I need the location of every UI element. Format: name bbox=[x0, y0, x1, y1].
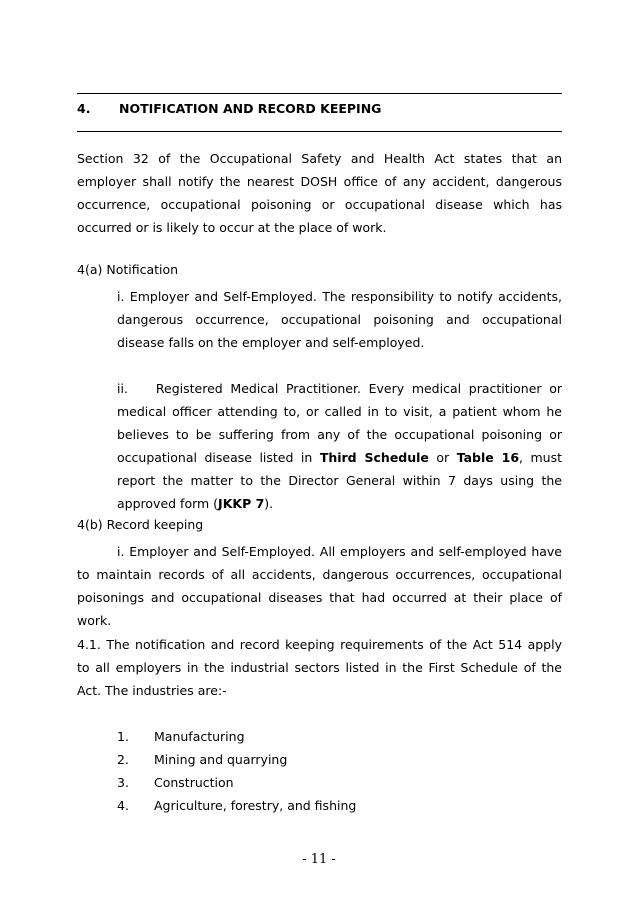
list-item bbox=[117, 752, 288, 767]
list-item-number: 3. bbox=[117, 775, 129, 790]
list-item-label: Mining and quarrying bbox=[154, 752, 288, 767]
list-item-number: 2. bbox=[117, 752, 129, 767]
intro-paragraph: Section 32 of the Occupational Safety and Health Act states that an employer shall notify the nearest DOSH office of any accident, dangerous occurrence, occupational poisoning or occupational disease which has occurred or is likely to occur at the place of work. bbox=[77, 151, 562, 235]
record-keeping-heading: 4(b) Record keeping bbox=[77, 517, 204, 532]
list-item-number: 4. bbox=[117, 798, 129, 813]
item-ii-text: Registered Medical Practitioner. Every medical practitioner or medical officer attending to, or called in to visit, a patient whom he believes to be suffering from any of the occupational poisoning or occupational disease listed in bbox=[117, 381, 562, 465]
top-rule bbox=[77, 93, 562, 94]
section-number: 4. bbox=[77, 101, 91, 116]
notification-heading: 4(a) Notification bbox=[77, 262, 179, 277]
list-item-label: Construction bbox=[154, 775, 234, 790]
item-ii-number: ii. bbox=[117, 381, 128, 396]
list-item bbox=[117, 775, 234, 790]
bottom-rule bbox=[77, 131, 562, 132]
item-ii-text-after: , must report the matter to the Director General within 7 days using the approved form ( bbox=[117, 450, 562, 511]
list-item-number: 1. bbox=[117, 729, 129, 744]
section-4-1-paragraph: 4.1. The notification and record keeping requirements of the Act 514 apply to all employers in the industrial sectors listed in the First Schedule of the Act. The industries are:- bbox=[77, 637, 562, 698]
list-item-label: Manufacturing bbox=[154, 729, 245, 744]
notification-item-ii bbox=[117, 377, 562, 515]
item-ii-end: ). bbox=[264, 496, 274, 511]
list-item bbox=[117, 729, 245, 744]
record-keeping-item-i: i. Employer and Self-Employed. All employers and self-employed have to maintain records of all accidents, dangerous occurrences, occupational poisonings and occupational diseases that had occurred at their place of work. bbox=[77, 544, 562, 628]
table-16-ref: Table 16 bbox=[456, 450, 520, 465]
section-title: NOTIFICATION AND RECORD KEEPING bbox=[119, 101, 382, 116]
item-ii-or: or bbox=[428, 450, 457, 465]
notification-item-i: i. Employer and Self-Employed. The responsibility to notify accidents, dangerous occurrence, occupational poisoning and occupational disease falls on the employer and self-employed. bbox=[117, 289, 562, 350]
third-schedule-ref: Third Schedule bbox=[319, 450, 429, 465]
list-item-label: Agriculture, forestry, and fishing bbox=[154, 798, 357, 813]
list-item bbox=[117, 798, 357, 813]
jkkp-7-ref: JKKP 7 bbox=[218, 496, 265, 511]
page-number: - 11 - bbox=[302, 852, 336, 867]
